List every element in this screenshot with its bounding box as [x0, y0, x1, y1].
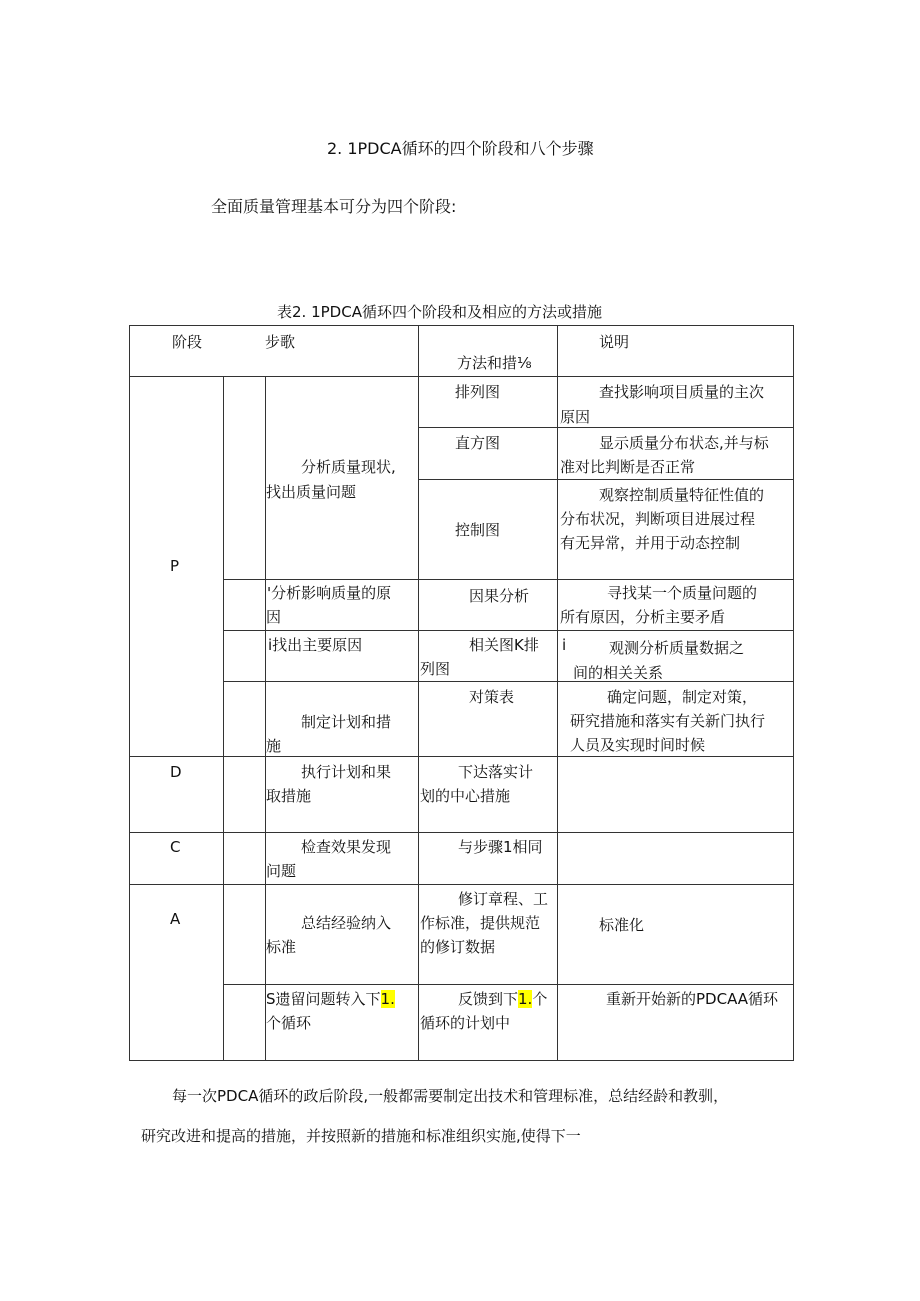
table-caption: 表2. 1PDCA循环四个阶段和及相应的方法或措施 [277, 303, 602, 321]
highlight-mark: 1. [518, 990, 533, 1008]
stage-d: D [170, 763, 182, 781]
note-cell: 观察控制质量特征性值的 [599, 486, 765, 504]
method-text: 反馈到下 [458, 990, 519, 1008]
note-cell: 重新开始新的PDCAA循环 [606, 990, 779, 1008]
method-cell: 相关图K排 [469, 636, 539, 654]
stage-p: P [170, 557, 180, 575]
step-cell: 制定计划和措 [301, 713, 392, 731]
note-cell: 研究措施和落实有关新门执行 [570, 712, 766, 730]
method-cell: 循环的计划中 [420, 1014, 511, 1032]
method-cell: 因果分析 [469, 587, 530, 605]
note-cell: 观测分析质量数据之 [609, 639, 745, 657]
step-cell: 执行计划和果 [301, 763, 392, 781]
step-cell: 标准 [266, 938, 297, 956]
method-cell: 对策表 [469, 688, 515, 706]
note-cell: 所有原因，分析主要矛盾 [560, 608, 726, 626]
method-cell: 排列图 [455, 383, 501, 401]
method-cell: 划的中心措施 [420, 787, 511, 805]
stage-a: A [170, 910, 181, 928]
section-heading: 2. 1PDCA循环的四个阶段和八个步骤 [327, 139, 594, 158]
note-cell: 准对比判断是否正常 [560, 458, 696, 476]
body-paragraph-line: 研究改进和提高的措施，并按照新的措施和标准组织实施,使得下一 [141, 1127, 581, 1145]
step-cell: 个循环 [266, 1014, 312, 1032]
note-cell: 确定问题，制定对策， [607, 688, 758, 706]
method-cell: 控制图 [455, 521, 501, 539]
intro-text: 全面质量管理基本可分为四个阶段: [211, 197, 457, 216]
method-cell: 列图 [420, 660, 451, 678]
step-cell: 总结经验纳入 [301, 914, 392, 932]
method-cell: 作标准，提供规范 [420, 914, 541, 932]
step-cell: 检查效果发现 [301, 838, 392, 856]
step-cell [266, 987, 395, 1012]
step-cell: 分析质量现状, [301, 458, 396, 476]
header-stage: 阶段 [172, 333, 203, 351]
step-cell: 施 [266, 737, 282, 755]
note-cell: 分布状况，判断项目进展过程 [560, 510, 756, 528]
note-cell: 寻找某一个质量问题的 [607, 584, 758, 602]
step-cell: 问题 [266, 862, 297, 880]
stage-c: C [170, 838, 181, 856]
note-cell: 查找影响项目质量的主次 [599, 383, 765, 401]
method-cell: 与步骤1相同 [458, 838, 543, 856]
highlight-mark: 1. [380, 990, 395, 1008]
step-text: S遗留问题转入下 [266, 990, 381, 1008]
method-cell: 修订章程、工 [458, 890, 549, 908]
note-cell: 人员及实现时间时候 [570, 736, 706, 754]
header-method: 方法和措⅛ [457, 354, 532, 372]
header-note: 说明 [599, 333, 630, 351]
body-paragraph-line: 每一次PDCA循环的政后阶段,一般都需要制定出技术和管理标准，总结经龄和教驯， [172, 1087, 729, 1105]
note-cell: 原因 [560, 408, 591, 426]
step-cell: 因 [266, 608, 282, 626]
method-cell: 直方图 [455, 434, 501, 452]
step-cell: 取措施 [266, 787, 312, 805]
method-cell: 的修订数据 [420, 938, 496, 956]
note-cell: 标准化 [599, 916, 645, 934]
header-step: 步歌 [265, 333, 296, 351]
note-cell: 有无异常，并用于动态控制 [560, 534, 741, 552]
method-cell [458, 987, 547, 1012]
step-cell: 找出质量问题 [266, 483, 357, 501]
step-cell: '分析影响质量的原 [267, 584, 392, 602]
note-cell: 间的相关关系 [573, 664, 664, 679]
method-text: 个 [532, 990, 548, 1008]
note-mark: i [562, 636, 567, 654]
step-cell: i找出主要原因 [268, 636, 363, 654]
method-cell: 下达落实计 [458, 763, 534, 781]
note-cell: 显示质量分布状态,并与标 [599, 434, 769, 452]
